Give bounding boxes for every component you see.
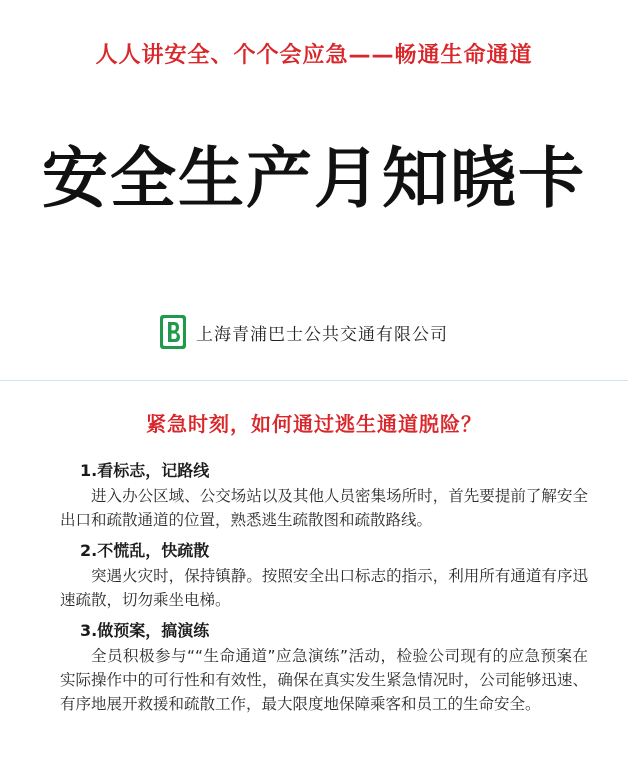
item-heading: 3.做预案，搞演练 (80, 621, 210, 640)
list-item (60, 618, 588, 716)
page-title: 安全生产月知晓卡 (42, 139, 586, 217)
item-body: 突遇火灾时，保持镇静。按照安全出口标志的指示，利用所有通道有序迅速疏散，切勿乘坐电梯。 (60, 567, 588, 609)
divider (0, 380, 628, 381)
item-heading: 1.看标志，记路线 (80, 461, 210, 480)
slogan: 人人讲安全、个个会应急——畅通生命通道 (95, 43, 533, 68)
company-name: 上海青浦巴士公共交通有限公司 (196, 324, 448, 345)
item-body: 全员积极参与““生命通道”应急演练”活动，检验公司现有的应急预案在实际操作中的可行性和有效性，确保在真实发生紧急情况时，公司能够迅速、有序地展开救援和疏散工作，最大限度地保障乘客和员工的生命安全。 (60, 647, 588, 713)
green-b-logo-icon (160, 315, 186, 349)
company-banner (160, 314, 448, 350)
list-item (60, 458, 588, 532)
content (60, 458, 588, 722)
item-heading: 2.不慌乱，快疏散 (80, 541, 210, 560)
list-item (60, 538, 588, 612)
item-body: 进入办公区域、公交场站以及其他人员密集场所时，首先要提前了解安全出口和疏散通道的位置，熟悉逃生疏散图和疏散路线。 (60, 487, 588, 529)
section-title: 紧急时刻，如何通过逃生通道脱险？ (146, 412, 482, 436)
